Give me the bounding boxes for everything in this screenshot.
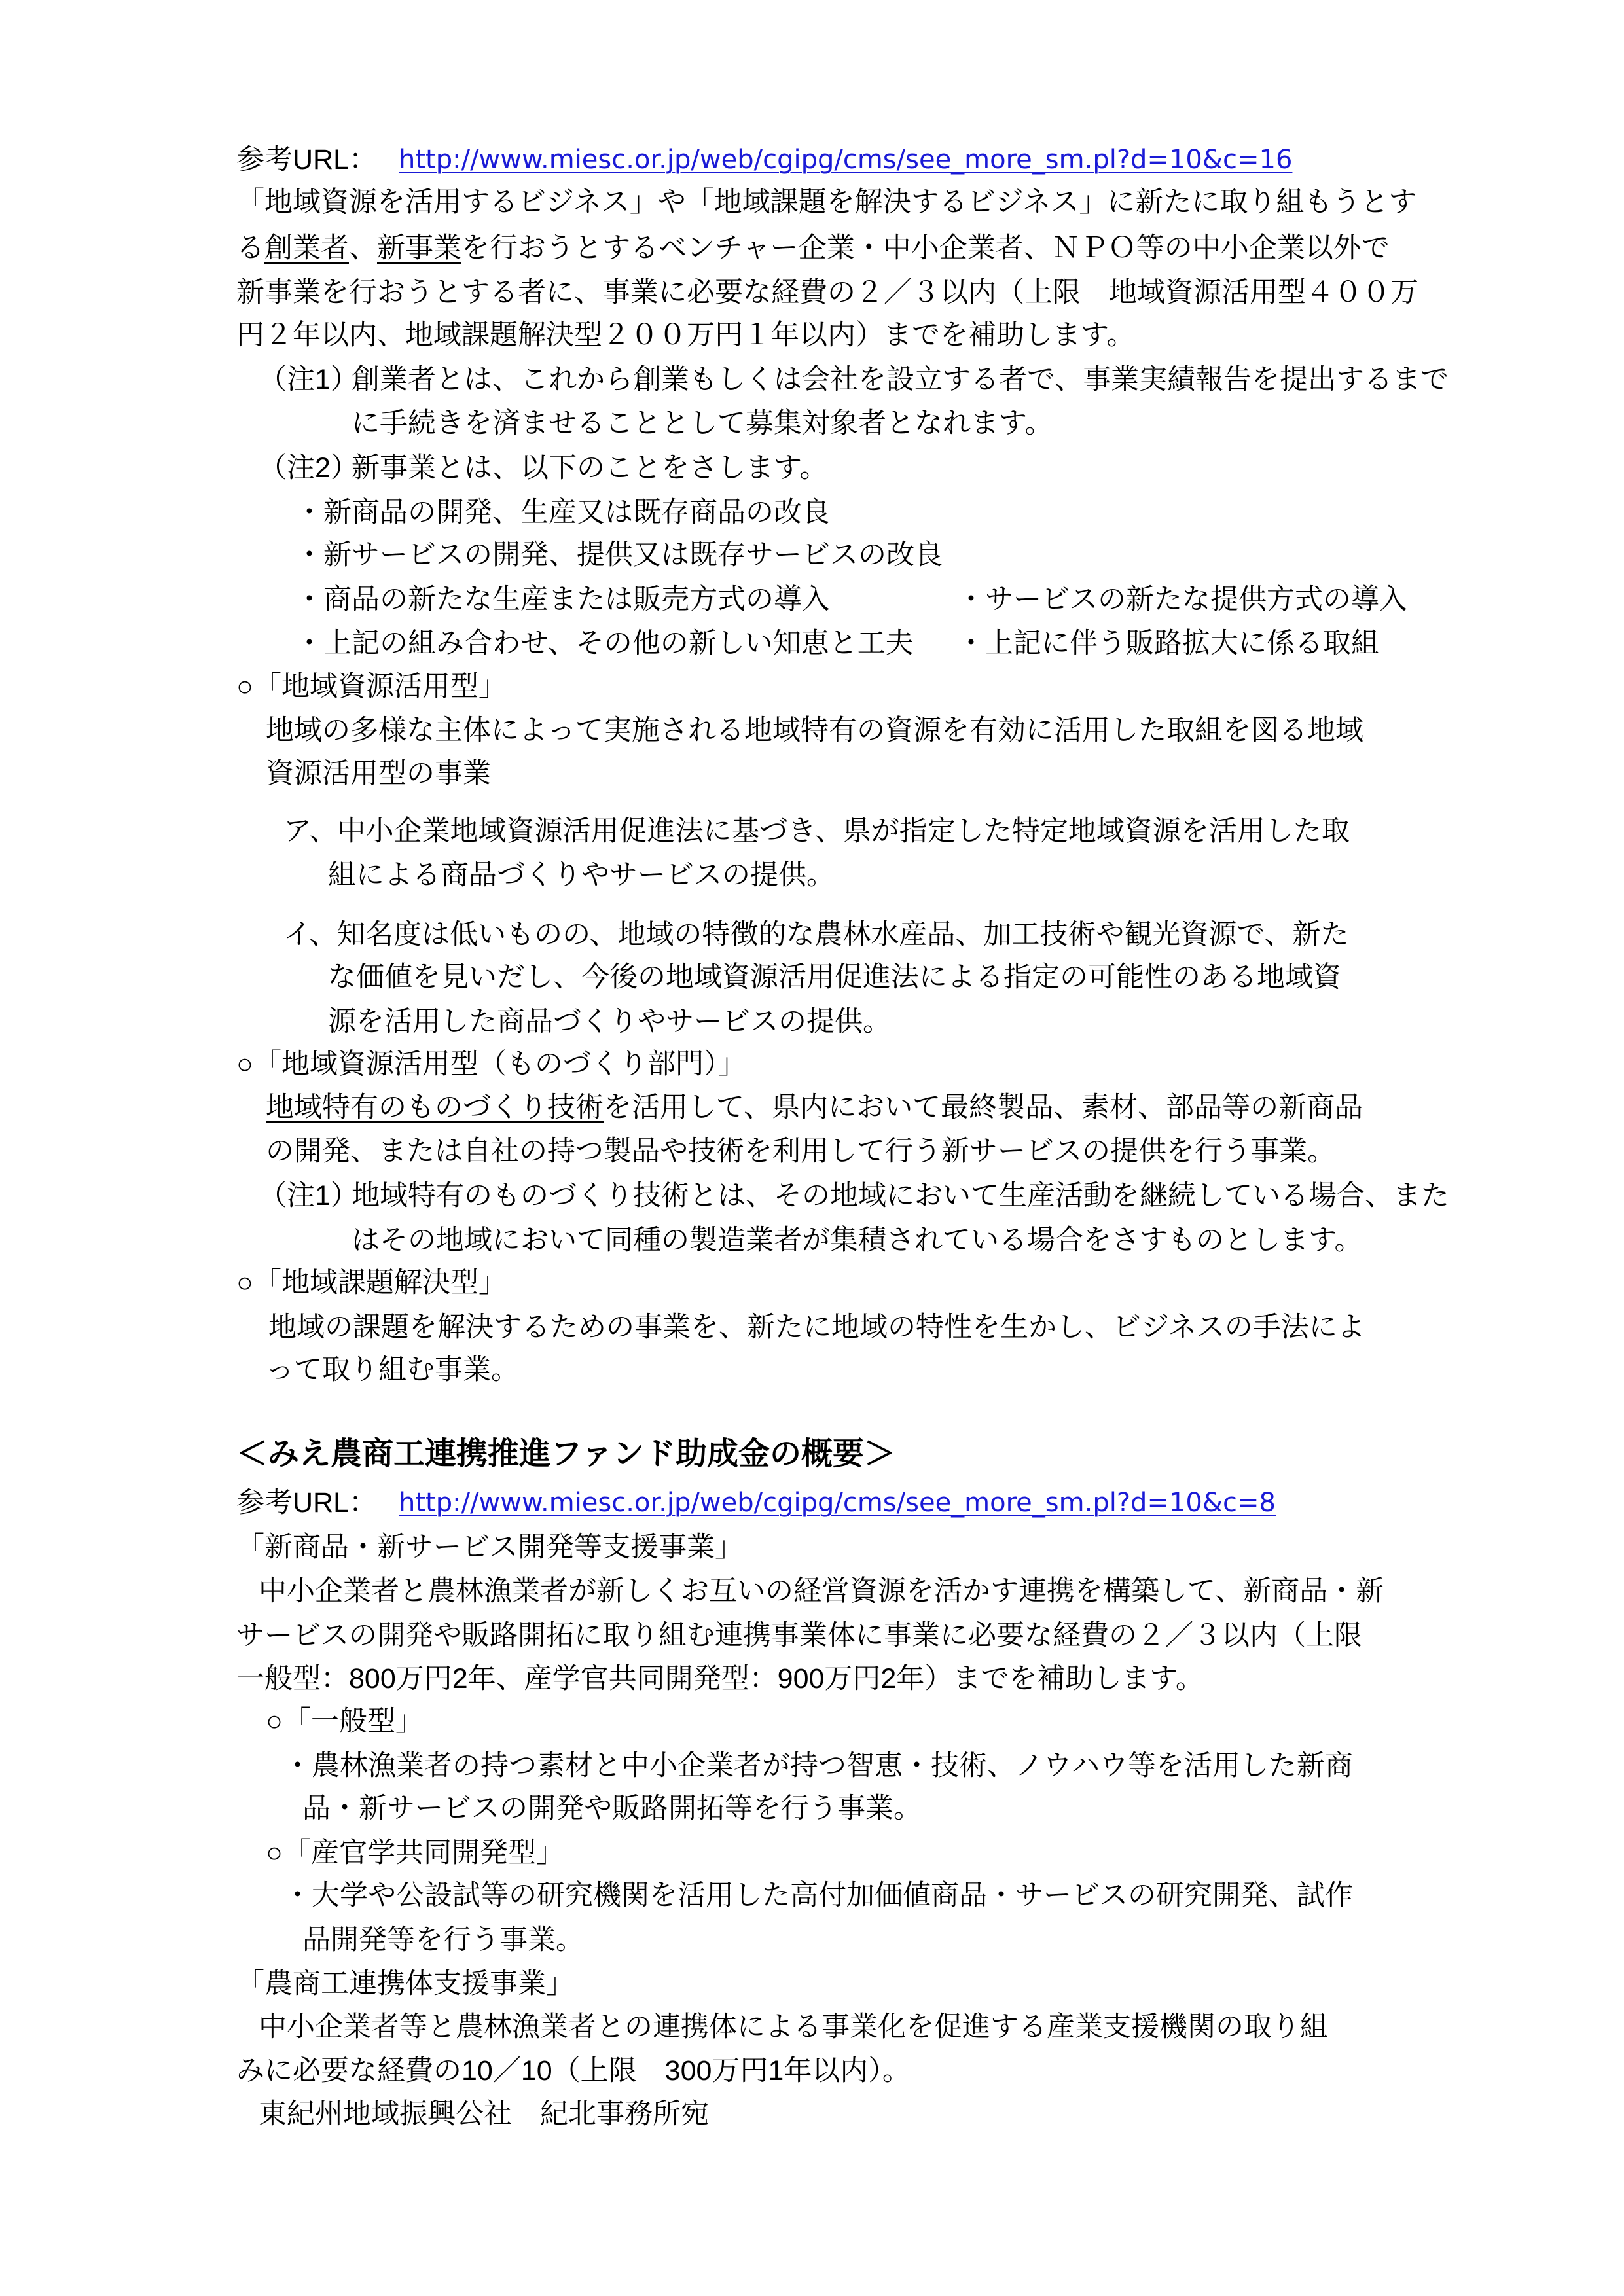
list-item: 品開発等を行う事業。: [302, 1924, 584, 1956]
note-label: （注2）: [259, 452, 359, 484]
list-item: 品・新サービスの開発や販路開拓等を行う事業。: [302, 1793, 922, 1824]
paragraph-line: 中小企業者等と農林漁業者との連携体による事業化を促進する産業支援機関の取り組: [259, 2011, 1328, 2043]
subsection-title: ○「地域課題解決型」: [236, 1267, 507, 1299]
intro-line: 新事業を行おうとする者に、事業に必要な経費の２／３以内（上限 地域資源活用型４００万: [236, 277, 1418, 308]
program-title: 「農商工連携体支援事業」: [236, 1968, 574, 2000]
note-text: はその地域において同種の製造業者が集積されている場合をさすものとします。: [352, 1225, 1363, 1256]
list-item: ・農林漁業者の持つ素材と中小企業者が持つ智恵・技術、ノウハウ等を活用した新商: [283, 1750, 1353, 1782]
list-item: ・上記に伴う販路拡大に係る取組: [957, 628, 1379, 659]
paragraph-line: 資源活用型の事業: [266, 758, 491, 789]
list-item: ・上記の組み合わせ、その他の新しい知恵と工夫: [295, 628, 914, 659]
intro-text: 、: [349, 232, 377, 264]
reference-url-label: 参考URL：: [236, 1487, 378, 1518]
underlined-term-founder: 創業者: [264, 232, 349, 264]
subsection-title: ○「地域資源活用型（ものづくり部門）」: [236, 1049, 746, 1080]
list-item-i: な価値を見いだし、今後の地域資源活用促進法による指定の可能性のある地域資: [328, 961, 1341, 993]
list-item-i: 源を活用した商品づくりやサービスの提供。: [328, 1006, 891, 1037]
paragraph-line: サービスの開発や販路開拓に取り組む連携事業体に事業に必要な経費の２／３以内（上限: [236, 1620, 1362, 1651]
program-title: 「新商品・新サービス開発等支援事業」: [236, 1532, 743, 1563]
list-item: ・新サービスの開発、提供又は既存サービスの改良: [295, 539, 943, 571]
section-heading: ＜みえ農商工連携推進ファンド助成金の概要＞: [236, 1437, 896, 1471]
list-item-i: イ、知名度は低いものの、地域の特徴的な農林水産品、加工技術や観光資源で、新た: [283, 919, 1349, 950]
paragraph-text: を活用して、県内において最終製品、素材、部品等の新商品: [604, 1092, 1363, 1123]
list-item: ・サービスの新たな提供方式の導入: [957, 584, 1407, 615]
note-text: に手続きを済ませることとして募集対象者となれます。: [352, 408, 1053, 439]
note-text: 創業者とは、これから創業もしくは会社を設立する者で、事業実績報告を提出するまで: [352, 364, 1449, 395]
subsection-title: ○「地域資源活用型」: [236, 671, 507, 702]
reference-url-link[interactable]: http://www.miesc.or.jp/web/cgipg/cms/see_more_sm.pl?d=10&c=16: [399, 145, 1293, 175]
paragraph-line: 中小企業者と農林漁業者が新しくお互いの経営資源を活かす連携を構築して、新商品・新: [259, 1575, 1384, 1607]
intro-line: 「地域資源を活用するビジネス」や「地域課題を解決するビジネス」に新たに取り組もうとす: [236, 187, 1417, 218]
list-item: ・新商品の開発、生産又は既存商品の改良: [295, 497, 830, 528]
reference-url-link[interactable]: http://www.miesc.or.jp/web/cgipg/cms/see_more_sm.pl?d=10&c=8: [399, 1488, 1276, 1518]
paragraph-line: 地域の課題を解決するための事業を、新たに地域の特性を生かし、ビジネスの手法によ: [268, 1312, 1365, 1343]
list-item: ・商品の新たな生産または販売方式の導入: [295, 584, 830, 615]
underlined-term-monozukuri: 地域特有のものづくり技術: [266, 1092, 604, 1123]
subsection-title: ○「産官学共同開発型」: [266, 1837, 564, 1869]
note-label: （注1）: [259, 1180, 359, 1211]
contact-line: 東紀州地域振興公社 紀北事務所宛: [259, 2098, 709, 2130]
intro-text: る: [236, 232, 264, 264]
list-item: ・大学や公設試等の研究機関を活用した高付加価値商品・サービスの研究開発、試作: [283, 1880, 1353, 1911]
subsection-title: ○「一般型」: [266, 1706, 424, 1737]
paragraph-line: の開発、または自社の持つ製品や技術を利用して行う新サービスの提供を行う事業。: [266, 1136, 1335, 1167]
paragraph-line: 地域の多様な主体によって実施される地域特有の資源を有効に活用した取組を図る地域: [266, 715, 1363, 746]
paragraph-line: って取り組む事業。: [266, 1354, 519, 1386]
paragraph-line: みに必要な経費の10／10（上限 300万円1年以内）。: [236, 2055, 911, 2087]
paragraph-line: [266, 1089, 1363, 1126]
intro-line: 円２年以内、地域課題解決型２００万円１年以内）までを補助します。: [236, 319, 1135, 351]
list-item-a: ア、中小企業地域資源活用促進法に基づき、県が指定した特定地域資源を活用した取: [283, 816, 1350, 847]
intro-text: を行おうとするベンチャー企業・中小企業者、ＮＰＯ等の中小企業以外で: [461, 232, 1390, 264]
reference-url-label: 参考URL：: [236, 144, 378, 175]
intro-line: [236, 230, 1390, 266]
note-text: 地域特有のものづくり技術とは、その地域において生産活動を継続している場合、また: [352, 1180, 1449, 1211]
note-label: （注1）: [259, 364, 359, 395]
list-item-a: 組による商品づくりやサービスの提供。: [328, 859, 835, 891]
paragraph-line: 一般型：800万円2年、産学官共同開発型：900万円2年）までを補助します。: [236, 1663, 1204, 1695]
underlined-term-new-business: 新事業: [377, 232, 461, 264]
note-text: 新事業とは、以下のことをさします。: [352, 452, 828, 484]
